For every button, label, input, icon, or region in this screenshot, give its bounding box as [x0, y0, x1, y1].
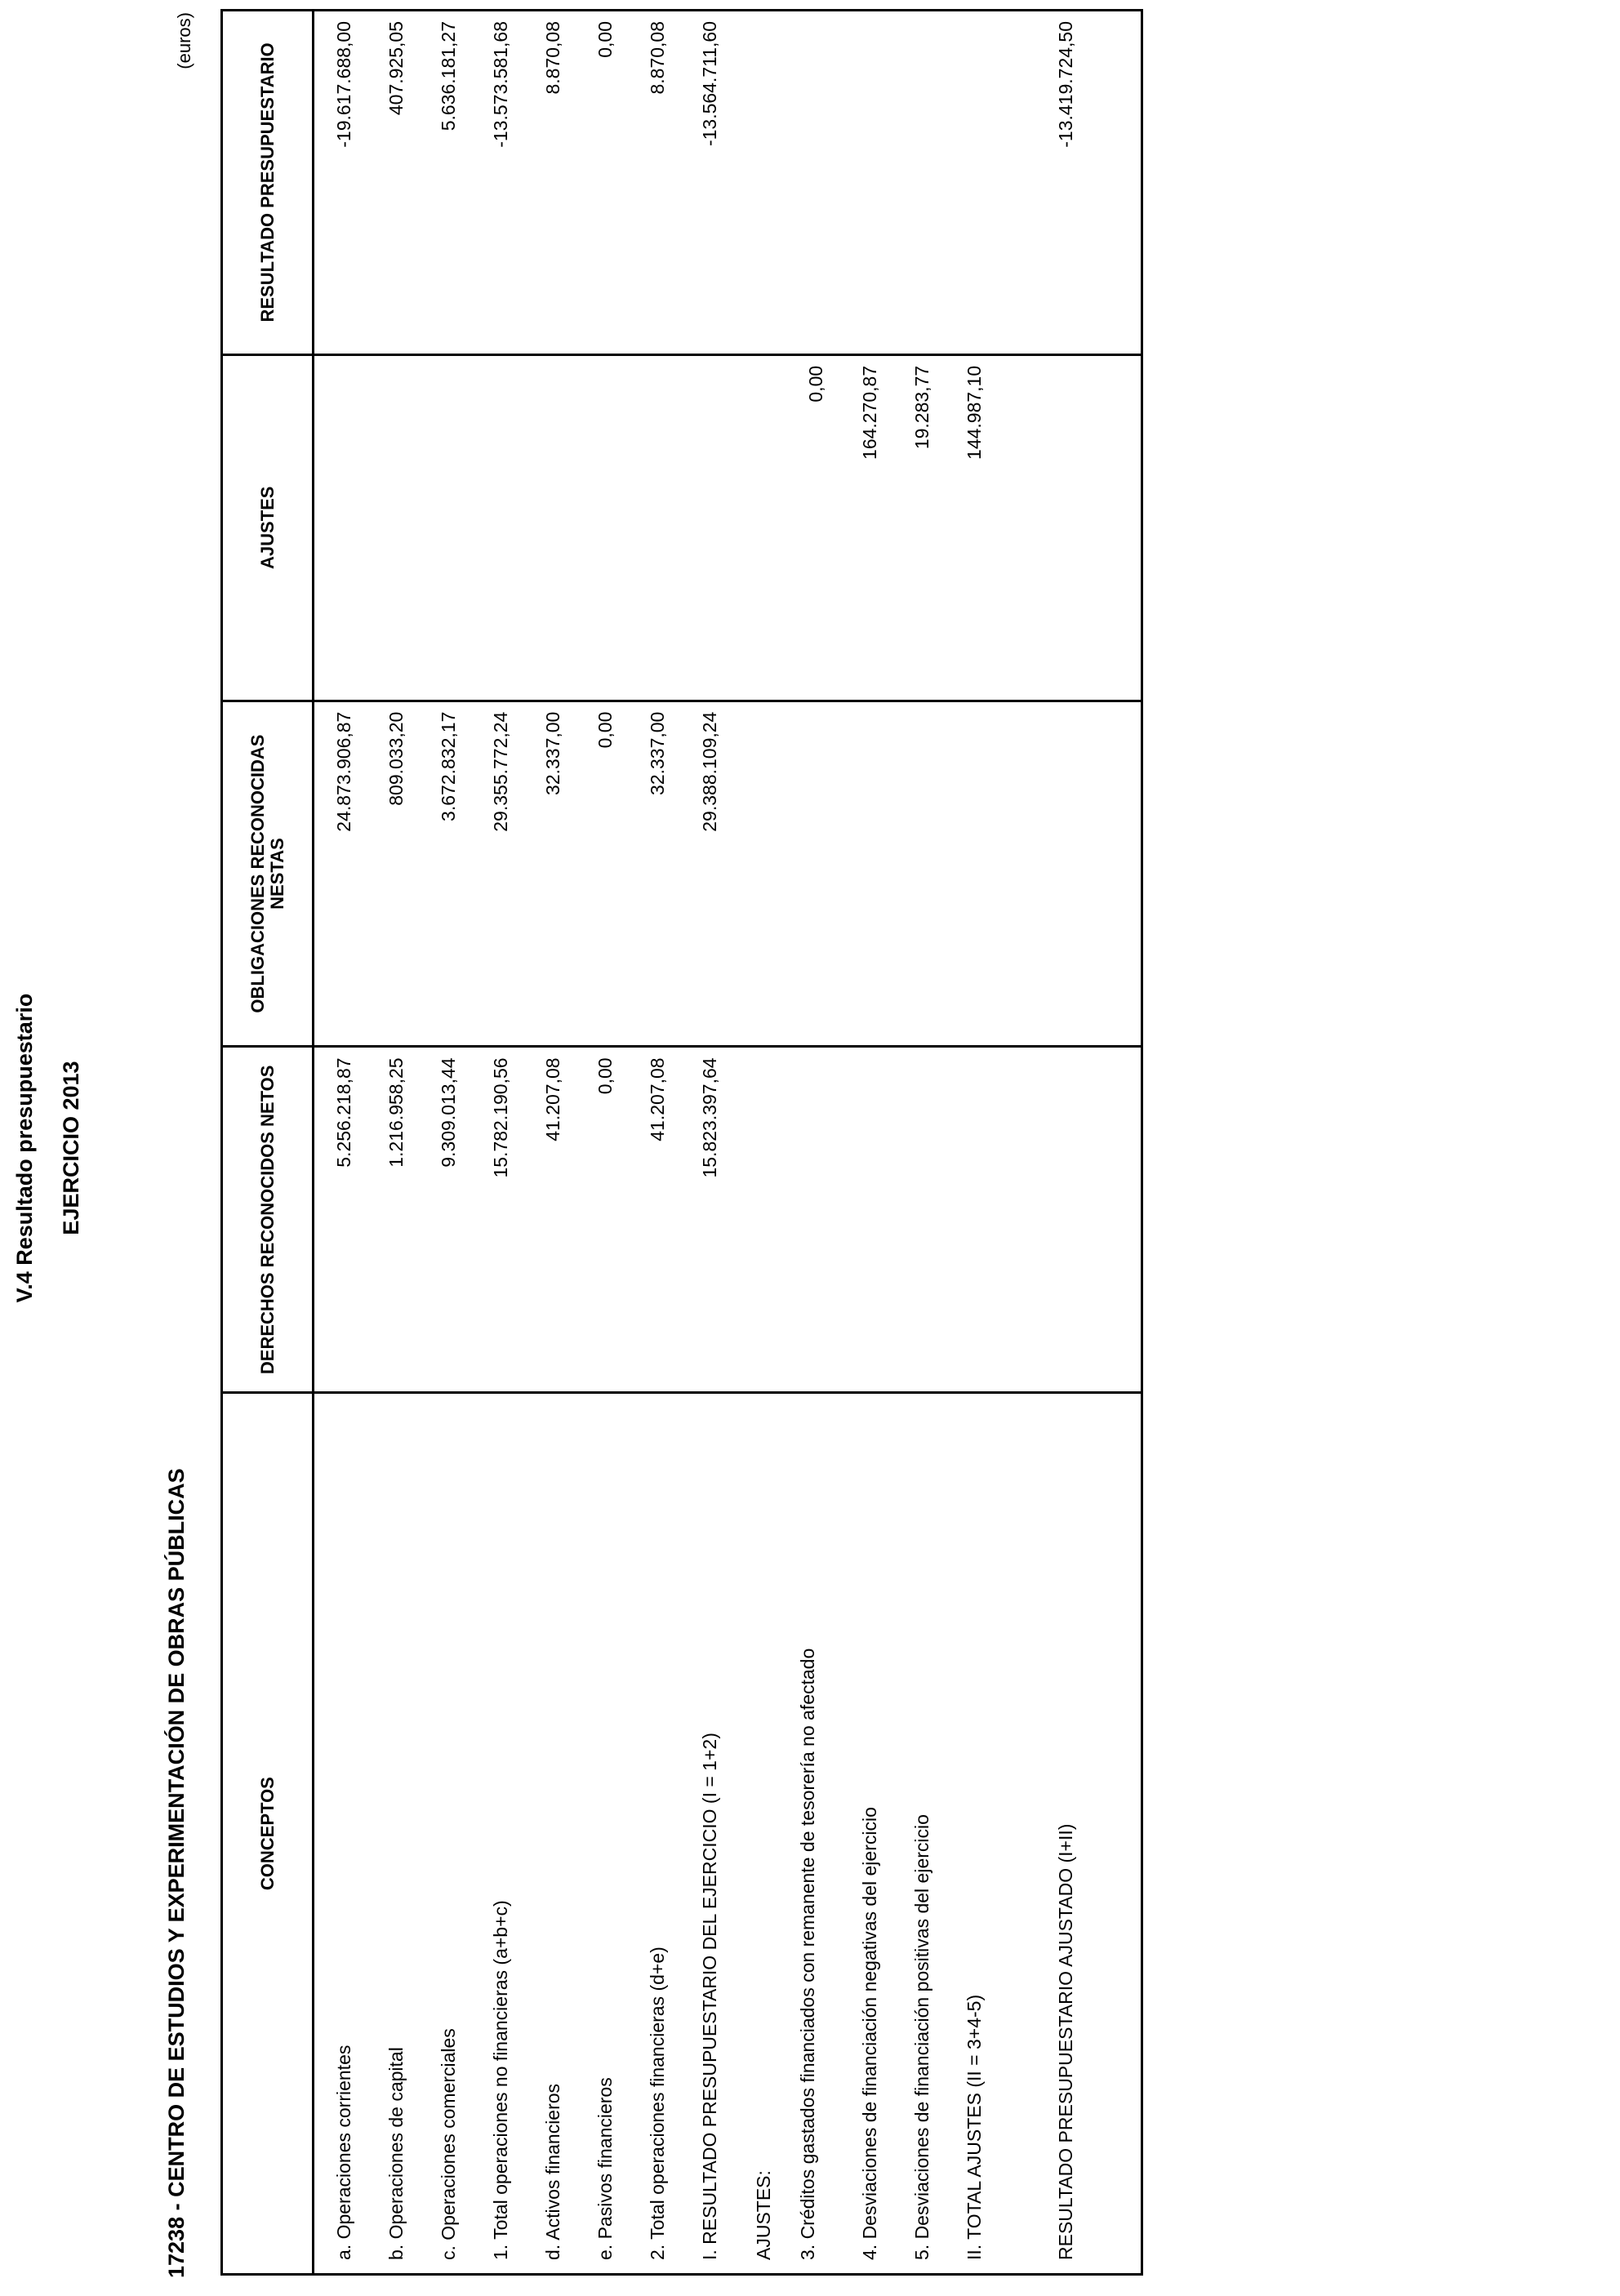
concept-cell: 4. Desviaciones de financiación negativas del ejercicio	[859, 1807, 880, 2260]
obligations-cell: 809.033,20	[385, 711, 407, 806]
entity-title: 17238 - CENTRO DE ESTUDIOS Y EXPERIMENTACIÓN DE OBRAS PÚBLICAS	[164, 1468, 189, 2278]
obligations-cell: 3.672.832,17	[438, 711, 459, 821]
result-cell: -13.419.724,50	[1055, 21, 1076, 148]
column-header-concept: CONCEPTOS	[223, 1394, 314, 2273]
result-cell: 407.925,05	[385, 21, 407, 116]
result-cell: 5.636.181,27	[438, 21, 459, 131]
concept-cell: d. Activos financieros	[542, 2083, 563, 2260]
obligations-cell: 32.337,00	[542, 711, 563, 795]
adjustments-column	[223, 356, 1141, 702]
adjustments-cell: 164.270,87	[859, 365, 880, 460]
adjustments-cell: 0,00	[805, 365, 826, 403]
adjustments-cell: 19.283,77	[911, 365, 932, 450]
concept-cell: c. Operaciones comerciales	[438, 2028, 459, 2260]
column-header-adjustments: AJUSTES	[223, 356, 314, 700]
concept-column	[223, 1394, 1141, 2273]
obligations-cell: 32.337,00	[647, 711, 668, 795]
report-title: V.4 Resultado presupuestario	[12, 993, 37, 1303]
result-cell: 8.870,08	[542, 21, 563, 95]
obligations-cell: 24.873.906,87	[333, 711, 354, 832]
rights-cell: 15.782.190,56	[490, 1057, 511, 1178]
rights-cell: 41.207,08	[542, 1057, 563, 1141]
concept-cell: RESULTADO PRESUPUESTARIO AJUSTADO (I+II)	[1055, 1823, 1076, 2260]
result-cell: -13.573.581,68	[490, 21, 511, 148]
concept-cell: 2. Total operaciones financieras (d+e)	[647, 1947, 668, 2260]
concept-cell: I. RESULTADO PRESUPUESTARIO DEL EJERCICIO (I = 1+2)	[699, 1733, 720, 2260]
obligations-cell: 29.355.772,24	[490, 711, 511, 832]
concept-cell: 5. Desviaciones de financiación positivas del ejercicio	[911, 1814, 932, 2260]
result-cell: 0,00	[594, 21, 616, 58]
obligations-cell: 29.388.109,24	[699, 711, 720, 832]
result-cell: -19.617.688,00	[333, 21, 354, 148]
result-cell: -13.564.711,60	[699, 21, 720, 147]
units-label: (euros)	[174, 12, 194, 69]
concept-cell: AJUSTES:	[753, 2170, 774, 2260]
rights-cell: 15.823.397,64	[699, 1057, 720, 1178]
result-column	[223, 11, 1141, 356]
concept-cell: 3. Créditos gastados financiados con remanente de tesorería no afectado	[797, 1648, 818, 2260]
rights-cell: 9.309.013,44	[438, 1057, 459, 1168]
obligations-column	[223, 702, 1141, 1048]
concept-cell: a. Operaciones corrientes	[333, 2045, 354, 2260]
budget-result-table	[220, 9, 1143, 2276]
obligations-cell: 0,00	[594, 711, 616, 749]
rights-cell: 41.207,08	[647, 1057, 668, 1141]
column-header-obligations: OBLIGACIONES RECONOCIDAS NESTAS	[223, 702, 314, 1046]
concept-cell: 1. Total operaciones no financieras (a+b+c)	[490, 1900, 511, 2260]
rights-cell: 5.256.218,87	[333, 1057, 354, 1168]
concept-cell: II. TOTAL AJUSTES (II = 3+4-5)	[964, 1994, 985, 2260]
rights-column	[223, 1048, 1141, 1394]
rights-cell: 0,00	[594, 1057, 616, 1095]
fiscal-year-title: EJERCICIO 2013	[59, 1061, 83, 1235]
adjustments-cell: 144.987,10	[964, 365, 985, 460]
column-header-rights: DERECHOS RECONOCIDOS NETOS	[223, 1048, 314, 1391]
concept-cell: b. Operaciones de capital	[385, 2047, 407, 2260]
rights-cell: 1.216.958,25	[385, 1057, 407, 1168]
result-cell: 8.870,08	[647, 21, 668, 95]
column-header-result: RESULTADO PRESUPUESTARIO	[223, 11, 314, 354]
concept-cell: e. Pasivos financieros	[594, 2077, 616, 2260]
